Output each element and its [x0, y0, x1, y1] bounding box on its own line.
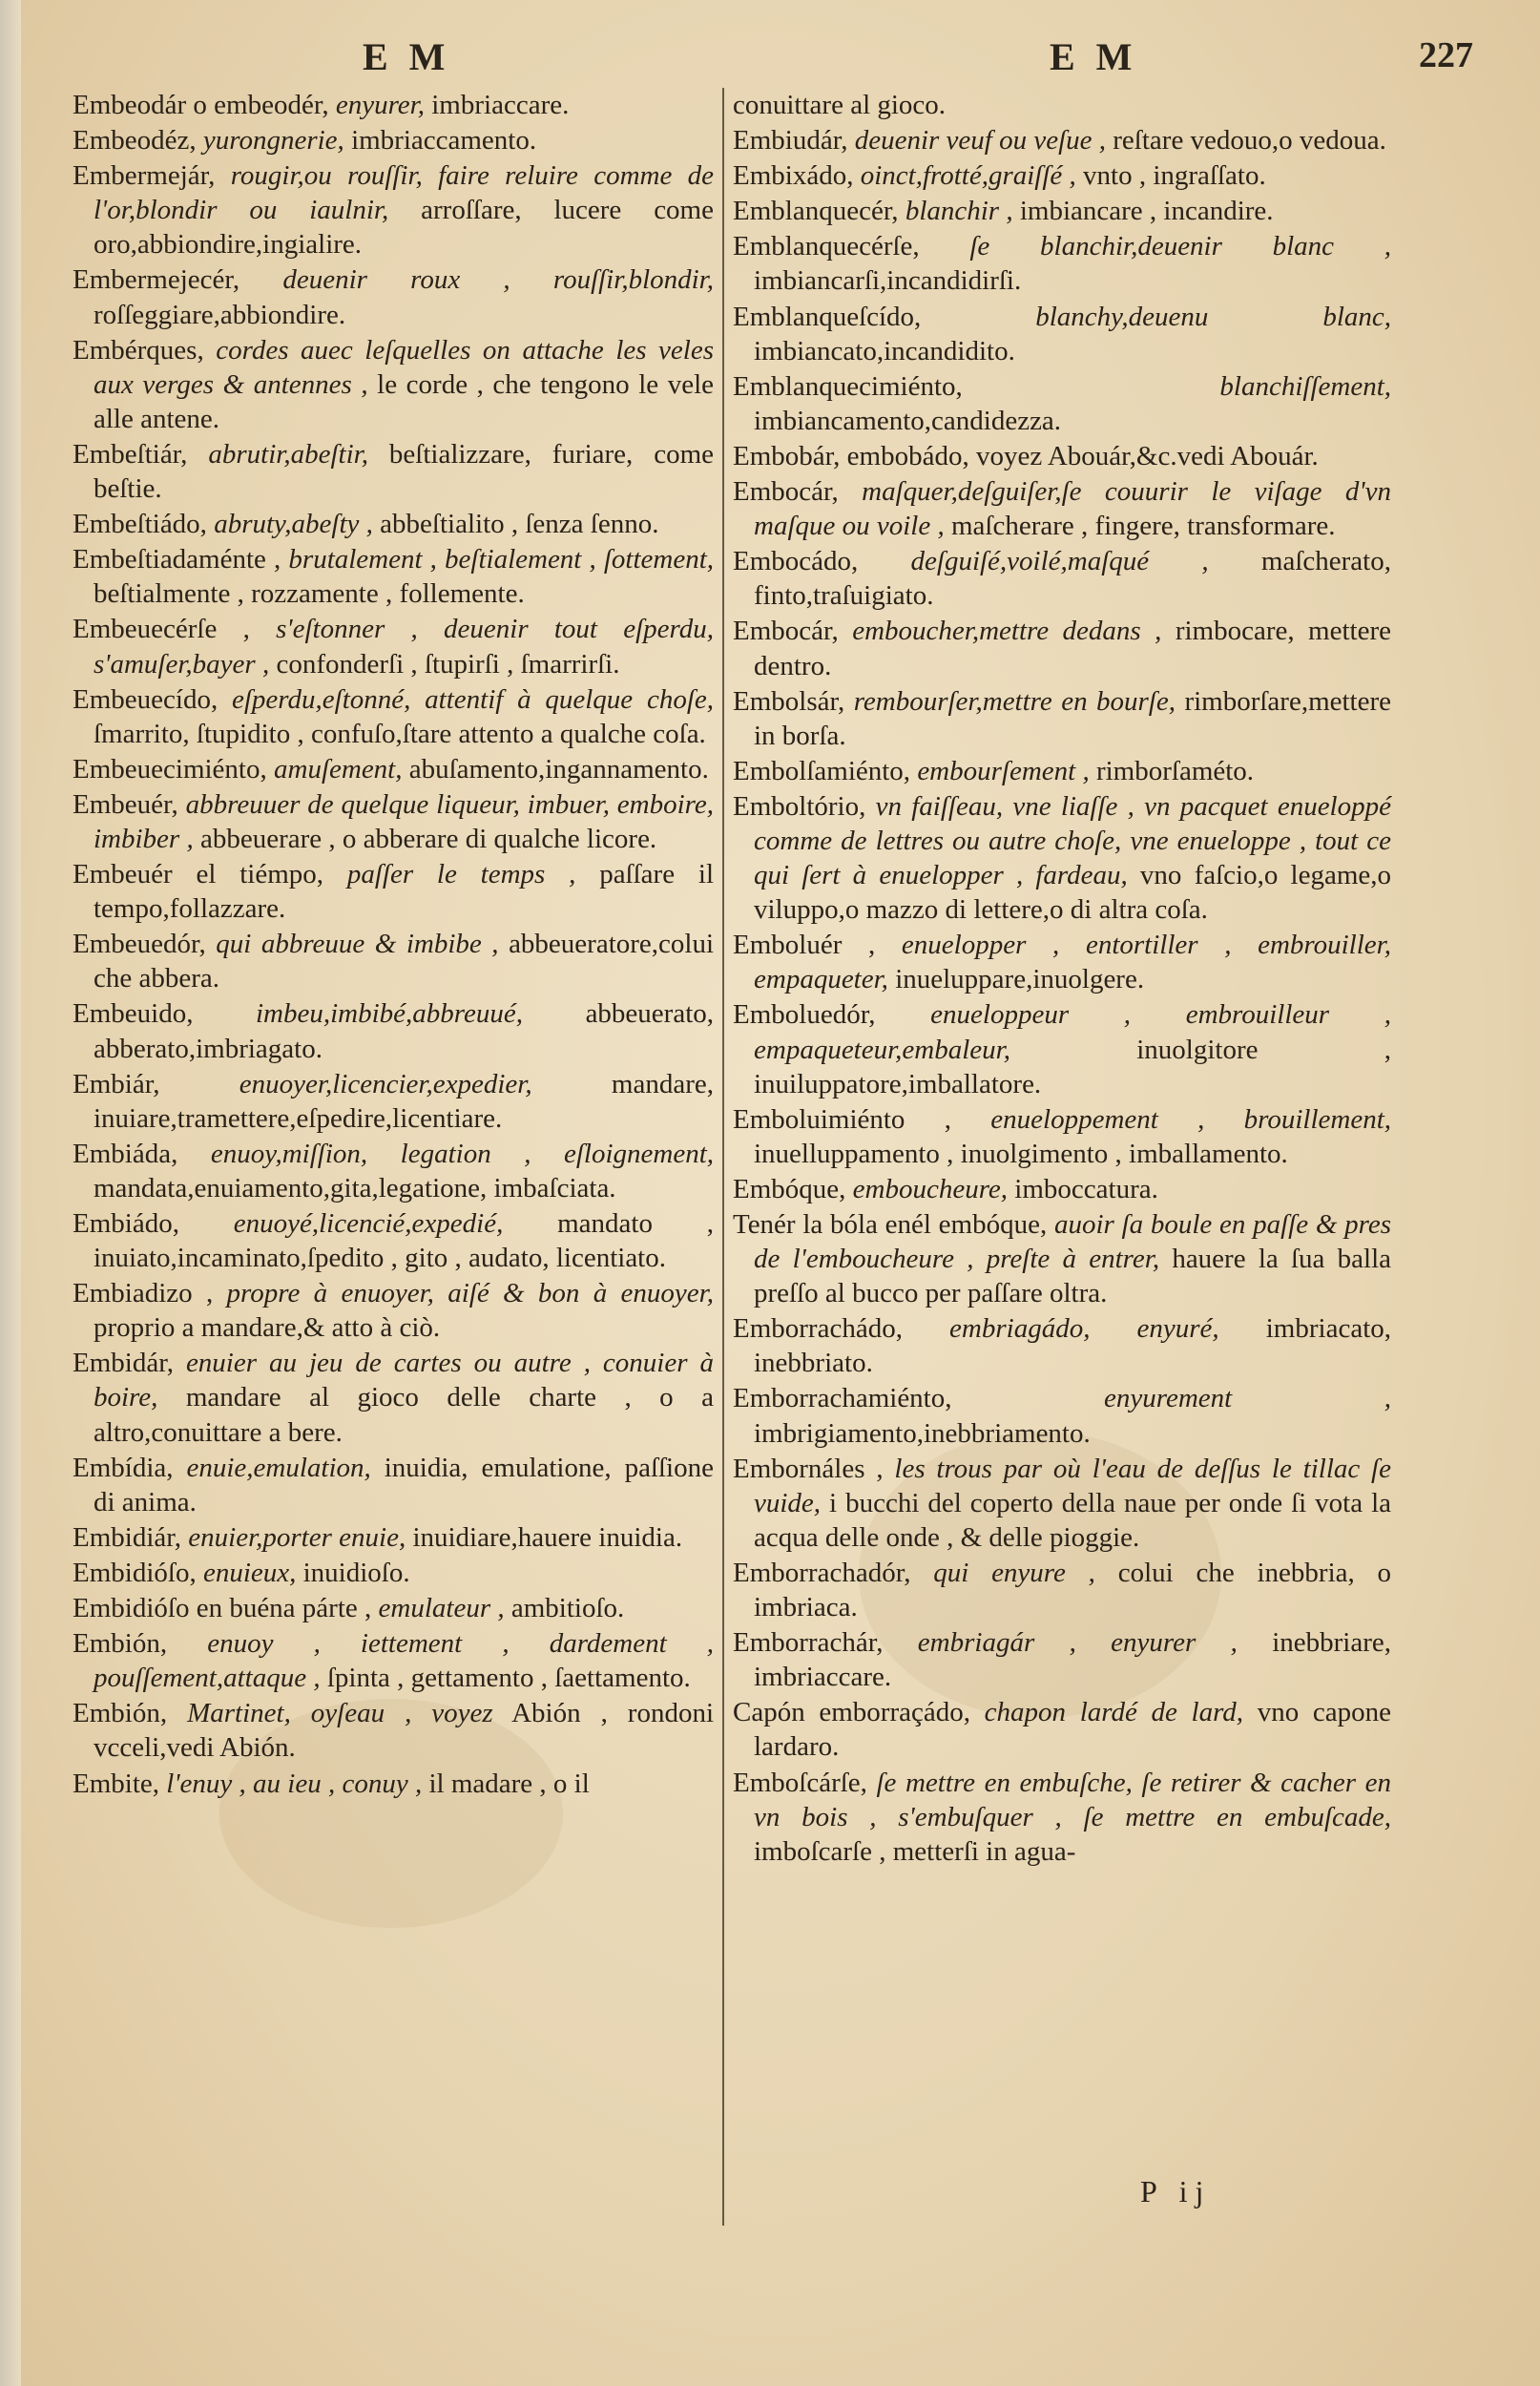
dictionary-entry: [73, 437, 714, 506]
italian-gloss: inueluppare,inuolgere.: [895, 964, 1145, 995]
headword: Embermejár,: [73, 160, 216, 192]
dictionary-entry: [733, 614, 1391, 682]
dictionary-entry: [733, 1625, 1391, 1694]
french-gloss: enuoyé,licencié,expedié,: [233, 1208, 504, 1239]
french-gloss: qui abbreuue & imbibe ,: [216, 929, 499, 960]
headword: Embeuecído,: [73, 683, 219, 715]
french-gloss: enyurement ,: [1104, 1383, 1392, 1414]
french-gloss: paſſer le temps ,: [346, 859, 576, 890]
dictionary-entry: [733, 300, 1391, 368]
french-gloss: abrutir,abeſtir,: [208, 438, 368, 470]
italian-gloss: imbrigiamento,inebbriamento.: [754, 1417, 1091, 1449]
dictionary-entry: [733, 997, 1391, 1100]
dictionary-entry: [733, 1207, 1391, 1310]
french-gloss: enuier au jeu de cartes ou autre , conuier à boire,: [94, 1348, 715, 1413]
italian-gloss: imbiancarſi,incandidirſi.: [754, 265, 1022, 297]
italian-gloss: vno capone lardaro.: [754, 1697, 1392, 1763]
french-gloss: emboucher,mettre dedans ,: [852, 616, 1162, 647]
french-gloss: enuelopper , entortiller , embrouiller, empaqueter,: [754, 930, 1391, 995]
italian-gloss: imbriaccare.: [431, 90, 570, 120]
dictionary-entry: [73, 1276, 714, 1345]
headword: Embérques,: [73, 334, 204, 366]
dictionary-entry: [73, 927, 714, 995]
italian-gloss: reſtare vedouo,o vedoua.: [1113, 125, 1386, 157]
italian-gloss: paſſare il tempo,follazzare.: [94, 859, 714, 925]
dictionary-entry: [73, 1626, 714, 1695]
italian-gloss: inuelluppamento , inuolgimento , imballamento.: [754, 1138, 1288, 1169]
french-gloss: ſe blanchir,deuenir blanc ,: [969, 231, 1391, 262]
dictionary-entry: [73, 1346, 714, 1449]
italian-gloss: inuidia, emulatione, paſſione di anima.: [94, 1452, 714, 1517]
dictionary-entry: [73, 1591, 714, 1625]
headword: Embión,: [73, 1628, 168, 1660]
dictionary-entry: [73, 787, 714, 856]
italian-gloss: inuidioſo.: [302, 1557, 410, 1588]
running-header: [76, 34, 1483, 88]
french-gloss: ſe mettre en embuſche, ſe retirer & cacher en vn bois , s'embuſquer , ſe mettre en embuſcade,: [754, 1767, 1392, 1832]
italian-gloss: ſmarrito, ſtupidito , confuſo,ſtare attento a qualche coſa.: [94, 718, 706, 749]
french-gloss: abbreuuer de quelque liqueur, imbuer, emboire, imbiber ,: [94, 788, 714, 854]
italian-gloss: imbriacato, inebbriato.: [754, 1313, 1392, 1379]
headword: Embobár,: [733, 440, 841, 471]
headword: Emborrachádo,: [733, 1313, 903, 1345]
dictionary-entry: [73, 88, 714, 122]
headword: Emborrachadór,: [733, 1557, 911, 1588]
dictionary-entry: [73, 1520, 714, 1555]
headword: Emborrachár,: [733, 1627, 884, 1659]
french-gloss: enueloppeur , embrouilleur , empaqueteur,embaleur,: [754, 999, 1392, 1065]
dictionary-entry: [73, 507, 714, 541]
headword: Embeſtiár,: [73, 438, 188, 470]
dictionary-entry: [733, 1695, 1391, 1764]
french-gloss: l'enuy , au ieu , conuy ,: [166, 1768, 423, 1799]
italian-gloss: inebbriare, imbriaccare.: [754, 1627, 1392, 1693]
dictionary-entry: [73, 262, 714, 331]
italian-gloss: beſtialmente , rozzamente , follemente.: [94, 578, 525, 610]
headword: Embiadizo ,: [73, 1278, 214, 1309]
italian-gloss: il madare , o il: [428, 1768, 590, 1799]
dictionary-entry: [73, 996, 714, 1065]
french-gloss: s'eſtonner , deuenir tout eſperdu, s'amuſer,bayer ,: [94, 614, 715, 680]
dictionary-entry: [73, 612, 714, 680]
french-gloss: maſquer,deſguiſer,ſe couurir le viſage d'vn maſque ou voile ,: [754, 476, 1392, 542]
headword: Embóque,: [733, 1173, 846, 1204]
right-column: [733, 88, 1391, 1870]
italian-gloss: embobádo, voyez Abouár,&c.vedi Abouár.: [846, 440, 1319, 471]
french-gloss: emboucheure,: [852, 1173, 1009, 1204]
french-gloss: rougir,ou rouſſir, faire reluire comme de l'or,blondir ou iaulnir,: [94, 160, 715, 226]
headword: Embiudár,: [733, 125, 848, 157]
french-gloss: imbeu,imbibé,abbreuué,: [256, 998, 524, 1030]
french-gloss: les trous par où l'eau de deſſus le tillac ſe vuide,: [754, 1453, 1391, 1518]
headword: Emboſcárſe,: [733, 1767, 867, 1798]
column-divider: [722, 88, 724, 2226]
dictionary-entry: [733, 684, 1391, 753]
italian-gloss: imbiancare , incandire.: [1019, 196, 1274, 227]
headword: Embeuér el tiémpo,: [73, 859, 324, 890]
italian-gloss: beſtializzare, furiare, come beſtie.: [94, 438, 715, 505]
french-gloss: embriagár , enyurer ,: [917, 1627, 1238, 1659]
french-gloss: blanchiſſement,: [1219, 370, 1391, 402]
headword: Embidiár,: [73, 1521, 182, 1553]
headword: Embocár,: [733, 616, 839, 647]
headword: Embiádo,: [73, 1208, 179, 1239]
french-gloss: brutalement , beſtialement , ſottement,: [288, 544, 715, 576]
french-gloss: eſperdu,eſtonné, attentif à quelque choſe,: [232, 683, 715, 715]
dictionary-entry: [733, 928, 1391, 996]
italian-gloss: confonderſi , ſtupirſi , ſmarrirſi.: [276, 648, 620, 680]
french-gloss: vn faiſſeau, vne liaſſe , vn pacquet enueloppé comme de lettres ou autre choſe, vne enueloppe , tout ce qui ſert à enuelopper , fardeau,: [754, 790, 1391, 891]
italian-gloss: inuolgitore , inuiluppatore,imballatore.: [754, 1034, 1391, 1099]
headword: Embolſamiénto,: [733, 755, 911, 786]
italian-gloss: ambitioſo.: [510, 1593, 625, 1624]
italian-gloss: maſcherare , fingere, transformare.: [950, 511, 1336, 542]
dictionary-entry: [73, 1067, 714, 1136]
dictionary-entry: [73, 1556, 714, 1590]
headword: Embite,: [73, 1768, 160, 1799]
italian-gloss: rimbocare, mettere dentro.: [754, 616, 1391, 681]
french-gloss: enuoy , iettement , dardement , pouſſement,attaque ,: [94, 1628, 715, 1694]
french-gloss: enueloppement , brouillement,: [990, 1103, 1392, 1135]
dictionary-entry: [73, 682, 714, 751]
italian-gloss: abbeueratore,colui che abbera.: [94, 929, 715, 994]
italian-gloss: mandato , inuiato,incaminato,ſpedito , gito , audato, licentiato.: [94, 1208, 715, 1274]
italian-gloss: abbeuerare , o abberare di qualche licore.: [199, 823, 657, 854]
headword: Embeuér,: [73, 788, 178, 820]
headword: Emblanqueſcído,: [733, 301, 922, 332]
french-gloss: blanchy,deuenu blanc,: [1035, 301, 1391, 332]
dictionary-entry: [73, 1696, 714, 1765]
french-gloss: amuſement,: [274, 753, 403, 785]
french-gloss: chapon lardé de lard,: [984, 1697, 1244, 1728]
french-gloss: abruty,abeſty ,: [214, 509, 373, 540]
dictionary-entry: [73, 1451, 714, 1519]
dictionary-entry: [733, 369, 1391, 438]
headword: Emboluér ,: [733, 930, 876, 961]
dictionary-entry: [73, 158, 714, 262]
headword: Emborrachamiénto,: [733, 1383, 952, 1414]
italian-gloss: vnto , ingraſſato.: [1083, 160, 1266, 192]
italian-gloss: imboccatura.: [1014, 1173, 1158, 1204]
headword: Embiáda,: [73, 1138, 178, 1169]
headword: Embidár,: [73, 1348, 174, 1379]
italian-gloss: arroſſare, lucere come oro,abbiondire,ingialire.: [94, 195, 714, 261]
italian-gloss: hauere la ſua balla preſſo al bucco per paſſare oltra.: [754, 1244, 1391, 1309]
italian-gloss: rimborſare,mettere in borſa.: [754, 685, 1392, 751]
headword: Embocádo,: [733, 546, 859, 577]
italian-gloss: ſpinta , gettamento , ſaettamento.: [326, 1663, 691, 1694]
french-gloss: propre à enuoyer, aiſé & bon à enuoyer,: [226, 1278, 714, 1309]
dictionary-entry: [733, 1172, 1391, 1206]
dictionary-entry: [733, 1556, 1391, 1624]
dictionary-entry: [73, 1206, 714, 1275]
page-number: 227: [1419, 35, 1473, 75]
headword: Embión,: [73, 1698, 168, 1729]
dictionary-entry: [733, 1311, 1391, 1380]
dictionary-entry: [733, 1102, 1391, 1171]
dictionary-entry: [733, 544, 1391, 613]
french-gloss: Martinet, oyſeau , voyez: [187, 1698, 493, 1729]
dictionary-entry: [73, 333, 714, 436]
dictionary-entry: [733, 88, 1391, 122]
dictionary-entry: [73, 1137, 714, 1205]
italian-gloss: abuſamento,ingannamento.: [408, 753, 709, 785]
italian-gloss: mandare al gioco delle charte , o a altro,conuittare a bere.: [94, 1382, 714, 1448]
dictionary-entry: [73, 1767, 714, 1801]
headword: Emblanquecimiénto,: [733, 370, 963, 402]
italian-gloss: imbriaccamento.: [351, 125, 537, 157]
french-gloss: cordes auec leſquelles on attache les veles aux verges & antennes ,: [94, 334, 715, 400]
french-gloss: blanchir ,: [905, 196, 1013, 227]
dictionary-entry: [733, 1381, 1391, 1450]
italian-gloss: imboſcarſe , metterſi in agua-: [754, 1835, 1076, 1867]
headword: Emboluedór,: [733, 999, 876, 1031]
french-gloss: enuoy,miſſion, legation , eſloignement,: [210, 1138, 714, 1169]
headword: Embeuido,: [73, 998, 194, 1030]
french-gloss: enuieux,: [202, 1557, 297, 1588]
header-right: E M: [1050, 35, 1138, 78]
italian-gloss: proprio a mandare,& atto à ciò.: [94, 1312, 441, 1344]
french-gloss: rembourſer,mettre en bourſe,: [853, 685, 1176, 717]
dictionary-entry: [73, 123, 714, 157]
dictionary-entry: [733, 123, 1391, 157]
italian-gloss: vno faſcio,o legame,o viluppo,o mazzo di lettere,o di altra coſa.: [754, 860, 1391, 926]
headword: Embolsár,: [733, 685, 845, 717]
italian-gloss: le corde , che tengono le vele alle antene.: [94, 368, 715, 434]
italian-gloss: colui che inebbria, o imbriaca.: [754, 1557, 1392, 1623]
dictionary-entry: [733, 158, 1391, 193]
french-gloss: qui enyure ,: [933, 1557, 1095, 1588]
dictionary-entry: [733, 194, 1391, 228]
dictionary-entry: [73, 857, 714, 926]
headword: Embeodéz,: [73, 125, 197, 157]
left-column: [73, 88, 714, 1802]
italian-gloss: imbiancato,incandidito.: [754, 335, 1015, 366]
french-gloss: enuier,porter enuie,: [188, 1521, 406, 1553]
dictionary-entry: [733, 789, 1391, 927]
italian-gloss: conuittare al gioco.: [733, 90, 947, 120]
italian-gloss: inuidiare,hauere inuidia.: [412, 1521, 683, 1553]
headword: Emblanquecér,: [733, 196, 899, 227]
headword: Embeuecérſe ,: [73, 614, 250, 645]
french-gloss: yurongnerie,: [202, 125, 344, 157]
signature-mark: P ij: [1140, 2174, 1212, 2208]
dictionary-entry: [733, 439, 1391, 473]
french-gloss: deſguiſé,voilé,maſqué ,: [910, 546, 1209, 577]
french-gloss: embriagádo, enyuré,: [949, 1313, 1219, 1345]
french-gloss: enuoyer,licencier,expedier,: [239, 1068, 532, 1099]
dictionary-entry: [733, 1452, 1391, 1555]
italian-gloss: i bucchi del coperto della naue per onde ſi vota la acqua delle onde , & delle pioggie.: [754, 1487, 1392, 1553]
headword: Embeodár o embeodér,: [73, 90, 329, 120]
headword: Embeuecimiénto,: [73, 753, 267, 785]
italian-gloss: mandata,enuiamento,gita,legatione, imbaſciata.: [94, 1172, 616, 1203]
headword: Embiár,: [73, 1068, 160, 1099]
headword: Embermejecér,: [73, 264, 240, 296]
dictionary-entry: [733, 229, 1391, 298]
dictionary-entry: [733, 474, 1391, 543]
dictionary-entry: [73, 542, 714, 611]
italian-gloss: rimborſaméto.: [1095, 755, 1255, 786]
headword: Embidióſo,: [73, 1557, 197, 1588]
headword: Embornáles ,: [733, 1453, 884, 1484]
french-gloss: oinct,frotté,graiſſé ,: [860, 160, 1076, 192]
headword: Embeſtiádo,: [73, 509, 207, 540]
dictionary-entry: [73, 752, 714, 786]
headword: Tenér la bóla enél embóque,: [733, 1209, 1048, 1240]
french-gloss: auoir ſa boule en paſſe & pres de l'emboucheure , preſte à entrer,: [754, 1209, 1391, 1275]
italian-gloss: abbeuerato, abberato,imbriagato.: [94, 998, 715, 1064]
headword: Embeſtiadaménte ,: [73, 544, 281, 576]
french-gloss: enuie,emulation,: [186, 1452, 371, 1483]
french-gloss: embourſement ,: [917, 755, 1090, 786]
header-left: E M: [363, 35, 451, 78]
dictionary-entry: [733, 1766, 1391, 1869]
french-gloss: deuenir veuf ou veſue ,: [854, 125, 1107, 157]
french-gloss: enyurer,: [335, 90, 425, 120]
french-gloss: deuenir roux , rouſſir,blondir,: [282, 264, 714, 296]
headword: Emboluimiénto ,: [733, 1103, 951, 1135]
italian-gloss: maſcherato, finto,traſuigiato.: [754, 546, 1391, 612]
headword: Embidióſo en buéna párte ,: [73, 1593, 372, 1624]
french-gloss: emulateur ,: [378, 1593, 505, 1624]
dictionary-entry: [733, 754, 1391, 788]
italian-gloss: roſſeggiare,abbiondire.: [94, 299, 346, 330]
headword: Capón emborraçádo,: [733, 1697, 970, 1728]
italian-gloss: abbeſtialito , ſenza ſenno.: [380, 509, 659, 540]
headword: Emblanquecérſe,: [733, 231, 920, 262]
headword: Emboltório,: [733, 790, 866, 822]
italian-gloss: Abión , rondoni vcceli,vedi Abión.: [94, 1698, 715, 1764]
headword: Embocár,: [733, 476, 839, 508]
italian-gloss: imbiancamento,candidezza.: [754, 405, 1062, 436]
headword: Embixádo,: [733, 160, 854, 192]
headword: Embeuedór,: [73, 929, 206, 960]
headword: Embídia,: [73, 1452, 174, 1483]
italian-gloss: mandare, inuiare,tramettere,eſpedire,licentiare.: [94, 1068, 715, 1134]
